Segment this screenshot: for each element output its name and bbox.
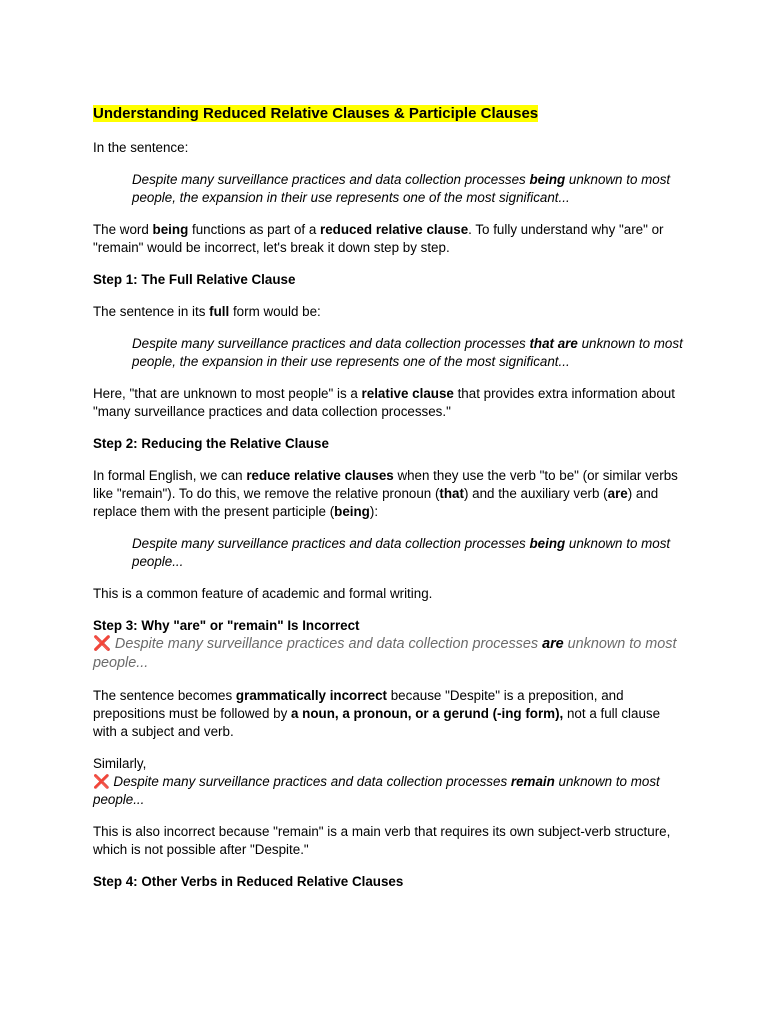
- similarly-label: Similarly,: [93, 756, 147, 771]
- example-quote-2: Despite many surveillance practices and data collection processes that are unknown to most people, the expansion in their use represents one of the most significant...: [132, 336, 683, 369]
- document-title: Understanding Reduced Relative Clauses & Participle Clauses: [93, 105, 539, 122]
- paragraph-reduce: In formal English, we can reduce relative clauses when they use the verb "to be" (or similar verbs like "remain"). To do this, we remove the relative pronoun (that) and the auxiliary verb (are) and replace them with the present participle (being):: [93, 468, 678, 519]
- step-2-heading: Step 2: Reducing the Relative Clause: [93, 436, 329, 451]
- paragraph-grammatically-incorrect: The sentence becomes grammatically incorrect because "Despite" is a preposition, and prepositions must be followed by a noun, a pronoun, or a gerund (-ing form), not a full clause with a subject and verb.: [93, 688, 661, 739]
- cross-icon: ❌: [93, 774, 110, 789]
- step-3-heading: Step 3: Why "are" or "remain" Is Incorrect: [93, 618, 360, 633]
- paragraph-full-form: The sentence in its full form would be:: [93, 304, 321, 319]
- paragraph-being: The word being functions as part of a reduced relative clause. To fully understand why "are" or "remain" would be incorrect, let's break it down step by step.: [93, 222, 664, 255]
- cross-icon: ❌: [93, 636, 111, 652]
- paragraph-remain-incorrect: This is also incorrect because "remain" is a main verb that requires its own subject-verb structure, which is not possible after "Despite.": [93, 824, 671, 857]
- step-1-heading: Step 1: The Full Relative Clause: [93, 272, 296, 287]
- incorrect-example-are: ❌ Despite many surveillance practices and data collection processes are unknown to most people...: [93, 636, 677, 671]
- document-body: [93, 104, 683, 891]
- intro-paragraph: In the sentence:: [93, 140, 189, 155]
- incorrect-example-remain: ❌ Despite many surveillance practices and data collection processes remain unknown to most people...: [93, 774, 660, 807]
- paragraph-common-feature: This is a common feature of academic and formal writing.: [93, 586, 433, 601]
- step-4-heading: Step 4: Other Verbs in Reduced Relative Clauses: [93, 874, 404, 889]
- example-quote-3: Despite many surveillance practices and data collection processes being unknown to most people...: [132, 536, 671, 569]
- paragraph-relative-clause: Here, "that are unknown to most people" is a relative clause that provides extra information about "many surveillance practices and data collection processes.": [93, 386, 675, 419]
- example-quote-1: Despite many surveillance practices and data collection processes being unknown to most people, the expansion in their use represents one of the most significant...: [132, 172, 671, 205]
